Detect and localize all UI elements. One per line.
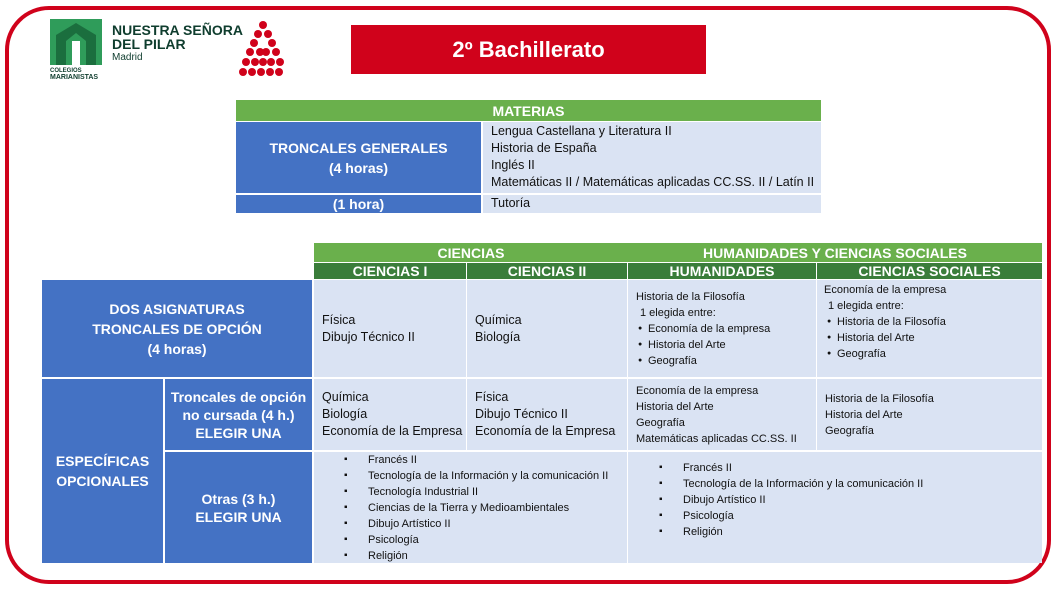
subject-item: Inglés II — [491, 158, 535, 172]
subject-item: Química — [322, 390, 369, 404]
dos-asig-ciencias-ii — [467, 280, 627, 377]
list-item: ▪ Psicología — [683, 508, 1042, 524]
subject-item: Geografía — [636, 417, 685, 429]
subject-item: Dibujo Técnico II — [322, 329, 415, 344]
dos-asig-sociales — [817, 280, 1042, 377]
list-item: ● Geografía — [837, 346, 1042, 362]
list-item: ▪ Dibujo Artístico II — [368, 516, 627, 532]
ciencias-i-header: CIENCIAS I — [314, 263, 466, 279]
subject-item: Historia del Arte — [636, 401, 714, 413]
subject-item: Biología — [322, 407, 368, 421]
dos-asignaturas-label: DOS ASIGNATURAS TRONCALES DE OPCIÓN (4 horas) — [42, 280, 312, 377]
subject-item: Economía de la Empresa — [322, 424, 463, 438]
subject-item: Dibujo Técnico II — [475, 407, 568, 421]
list-item: ● Historia del Arte — [837, 330, 1042, 346]
ciencias-ii-header: CIENCIAS II — [467, 263, 627, 279]
list-item: ▪ Francés II — [683, 460, 1042, 476]
otras-ciencias-list — [314, 452, 627, 563]
subject-item: Historia del Arte — [825, 409, 903, 421]
subject-item: Historia de España — [491, 141, 597, 155]
subject-item: Geografía — [825, 425, 874, 437]
subject-item: Economía de la empresa — [636, 385, 759, 397]
otras-humanidades-list — [628, 452, 1042, 563]
subject-item: Matemáticas II / Matemáticas aplicadas CC.SS. II / Latín II — [491, 175, 815, 189]
una-hora-label: (1 hora) — [236, 195, 481, 213]
subject-item: Historia de la Filosofía — [825, 393, 934, 405]
list-item: ● Economía de la empresa — [648, 321, 816, 337]
subject-item: Historia de la Filosofía — [636, 291, 745, 303]
colegios-label: COLEGIOS MARIANISTAS — [50, 68, 99, 81]
list-item: ▪ Dibujo Artístico II — [683, 492, 1042, 508]
esp-ciencias-ii — [467, 379, 627, 450]
troncales-no-cursada-label: Troncales de opción no cursada (4 h.) ELEGIR UNA — [165, 379, 312, 450]
humanidades-header: HUMANIDADES — [628, 263, 816, 279]
subject-item: Física — [475, 390, 509, 404]
list-item: ▪ Tecnología Industrial II — [368, 484, 627, 500]
ciencias-sociales-header: CIENCIAS SOCIALES — [817, 263, 1042, 279]
list-item: ▪ Religión — [683, 524, 1042, 540]
otras-label: Otras (3 h.) ELEGIR UNA — [165, 452, 312, 563]
page-title: 2º Bachillerato — [351, 25, 706, 74]
list-item: ▪ Francés II — [368, 452, 627, 468]
school-logo-icon — [50, 19, 102, 65]
subject-item: Economía de la Empresa — [475, 424, 616, 438]
dos-asig-ciencias-i — [314, 280, 466, 377]
tutoria-cell — [483, 195, 821, 213]
troncales-generales-subjects — [483, 122, 821, 193]
subject-item: Matemáticas aplicadas CC.SS. II — [636, 433, 797, 445]
pillar-emblem-icon — [238, 20, 288, 80]
list-item: ● Geografía — [648, 353, 816, 369]
subject-item: Química — [475, 312, 522, 327]
humanidades-cs-header: HUMANIDADES Y CIENCIAS SOCIALES — [628, 243, 1042, 262]
school-name: NUESTRA SEÑORA DEL PILAR — [112, 22, 243, 52]
list-item: ▪ Tecnología de la Información y la comunicación II — [683, 476, 1042, 492]
subject-item: Física — [322, 312, 356, 327]
subject-item: Biología — [475, 329, 521, 344]
dos-asig-humanidades — [628, 280, 816, 377]
list-item: ● Historia de la Filosofía — [837, 314, 1042, 330]
list-item: ▪ Psicología — [368, 532, 627, 548]
materias-header: MATERIAS — [236, 100, 821, 121]
ciencias-header: CIENCIAS — [314, 243, 628, 262]
list-item: ▪ Religión — [368, 548, 627, 564]
list-item: ▪ Ciencias de la Tierra y Medioambientales — [368, 500, 627, 516]
list-item: ● Historia del Arte — [648, 337, 816, 353]
esp-humanidades — [628, 379, 816, 450]
especificas-label: ESPECÍFICAS OPCIONALES — [42, 379, 163, 563]
subject-item: Lengua Castellana y Literatura II — [491, 124, 672, 138]
troncales-generales-label: TRONCALES GENERALES (4 horas) — [236, 122, 481, 193]
list-item: ▪ Tecnología de la Información y la comunicación II — [368, 468, 627, 484]
choose-note: 1 elegida entre: — [640, 307, 716, 319]
esp-sociales — [817, 379, 1042, 450]
tutoria-text: Tutoría — [491, 196, 531, 210]
school-city: Madrid — [112, 52, 143, 63]
subject-item: Economía de la empresa — [824, 284, 947, 296]
esp-ciencias-i — [314, 379, 466, 450]
choose-note: 1 elegida entre: — [828, 300, 904, 312]
